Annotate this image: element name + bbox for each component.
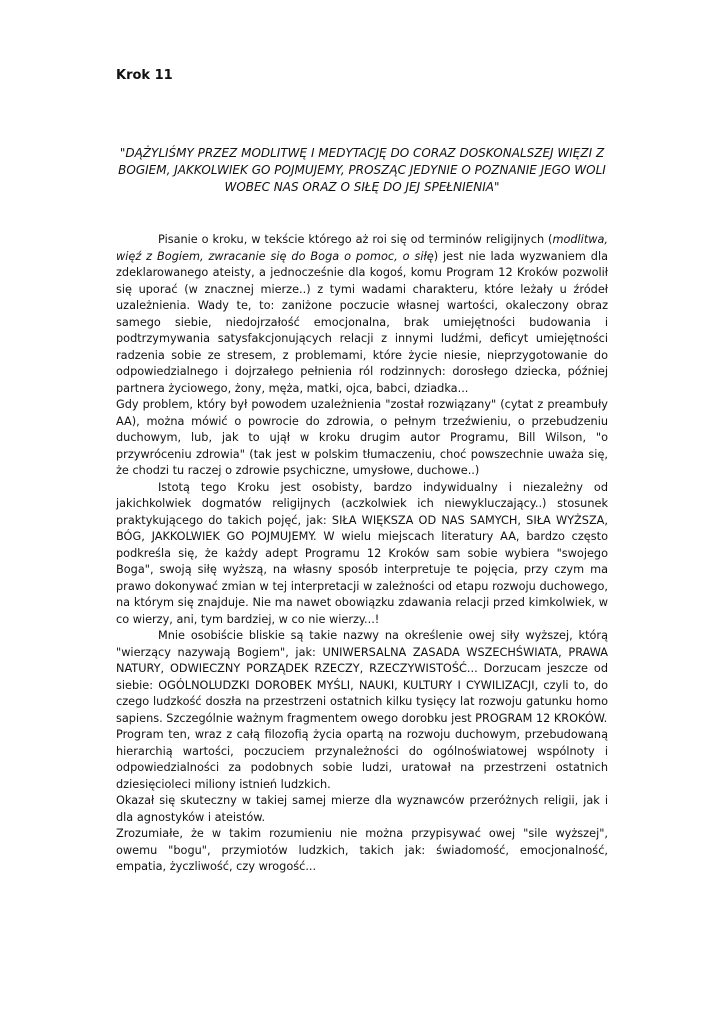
paragraph-1-intro: Pisanie o kroku, w tekście którego aż roi się od terminów religijnych ( bbox=[158, 233, 553, 246]
paragraph-1-italic-terms: modlitwa, więź z Bogiem, zwracanie się do Boga o pomoc, o siłę bbox=[116, 233, 608, 263]
paragraph-4: Mnie osobiście bliskie są takie nazwy na określenie owej siły wyższej, którą "wierzący nazywają Bogiem", jak: UNIWERSALNA ZASADA WSZECHŚWIATA, PRAWA NATURY, ODWIECZNY PORZĄDEK RZECZY, RZECZYWISTOŚĆ... Dorzucam jeszcze od siebie: OGÓLNOLUDZKI DOROBEK MYŚLI, NAUKI, KULTURY I CYWILIZACJI, czyli to, do czego ludzkość doszła na przestrzeni ostatnich kilku tysięcy lat rozwoju gatunku homo sapiens. Szczególnie ważnym fragmentem owego dorobku jest PROGRAM 12 KROKÓW. bbox=[116, 629, 608, 725]
paragraph-2: Gdy problem, który był powodem uzależnienia "został rozwiązany" (cytat z preambuły AA), można mówić o powrocie do zdrowia, o pełnym trzeźwieniu, o przebudzeniu duchowym, lub, jak to ujął w kroku drugim autor Programu, Bill Wilson, "o przywróceniu zdrowia" (tak jest w polskim tłumaczeniu, choć powszechnie uważa się, że chodzi tu raczej o zdrowie psychiczne, umysłowe, duchowe..) bbox=[116, 398, 608, 477]
document-body bbox=[116, 232, 608, 876]
step-quote: "DĄŻYLIŚMY PRZEZ MODLITWĘ I MEDYTACJĘ DO CORAZ DOSKONALSZEJ WIĘZI Z BOGIEM, JAKKOLWIEK GO POJMUJEMY, PROSZĄC JEDYNIE O POZNANIE JEGO WOLI WOBEC NAS ORAZ O SIŁĘ DO JEJ SPEŁNIENIA" bbox=[118, 146, 606, 194]
paragraph-7: Zrozumiałe, że w takim rozumieniu nie można przypisywać owej "sile wyższej", owemu "bogu", przymiotów ludzkich, takich jak: świadomość, emocjonalność, empatia, życzliwość, czy wrogość... bbox=[116, 827, 608, 873]
paragraph-6: Okazał się skuteczny w takiej samej mierze dla wyznawców przeróżnych religii, jak i dla agnostyków i ateistów. bbox=[116, 794, 608, 824]
paragraph-3: Istotą tego Kroku jest osobisty, bardzo indywidualny i niezależny od jakichkolwiek dogmatów religijnych (aczkolwiek ich niewykluczający..) stosunek praktykującego do takich pojęć, jak: SIŁA WIĘKSZA OD NAS SAMYCH, SIŁA WYŻSZA, BÓG, JAKKOLWIEK GO POJMUJEMY. W wielu miejscach literatury AA, bardzo często podkreśla się, że każdy adept Programu 12 Kroków sam sobie wybiera "swojego Boga", swoją siłę wyższą, na własny sposób interpretuje te pojęcia, przy czym ma prawo dokonywać zmian w tej interpretacji w zależności od etapu rozwoju duchowego, na którym się znajduje. Nie ma nawet obowiązku zdawania relacji przed kimkolwiek, w co wierzy, ani, tym bardziej, w co nie wierzy...! bbox=[116, 480, 608, 626]
paragraph-5: Program ten, wraz z całą filozofią życia opartą na rozwoju duchowym, przebudowaną hierarchią wartości, poczuciem przynależności do ogólnoświatowej wspólnoty i odpowiedzialności za podobnych sobie ludzi, uratował na przestrzeni ostatnich dziesięcioleci miliony istnień ludzkich. bbox=[116, 728, 608, 791]
step-heading: Krok 11 bbox=[116, 68, 173, 83]
paragraph-1-rest: ) jest nie lada wyzwaniem dla zdeklarowanego ateisty, a jednocześnie dla kogoś, komu Program 12 Kroków pozwolił się uporać (w znacznej mierze..) z tymi wadami charakteru, które leżały u źródeł uzależnienia. Wady te, to: zaniżone poczucie własnej wartości, okaleczony obraz samego siebie, niedojrzałość emocjonalna, brak umiejętności budowania i podtrzymywania satysfakcjonujących relacji z innymi ludźmi, deficyt umiejętności radzenia sobie ze stresem, z problemami, które życie niesie, nieprzygotowanie do odpowiedzialnego i dojrzałego pełnienia ról rodzinnych: dorosłego dziecka, później partnera życiowego, żony, męża, matki, ojca, babci, dziadka... bbox=[116, 249, 609, 395]
paragraph-1 bbox=[116, 232, 608, 397]
